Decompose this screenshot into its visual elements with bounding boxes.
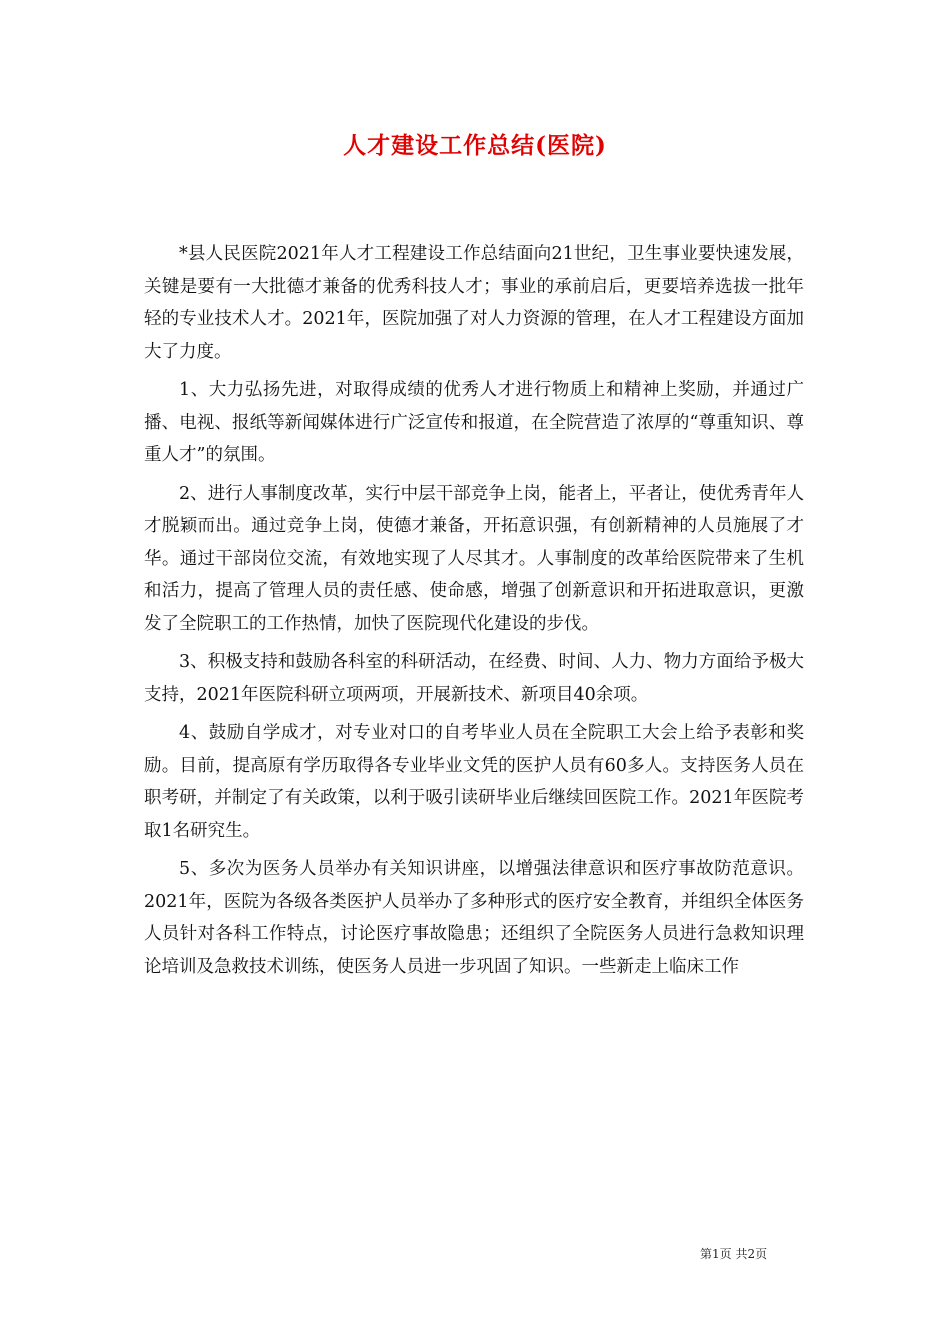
paragraph-item-5: 5、多次为医务人员举办有关知识讲座，以增强法律意识和医疗事故防范意识。2021年，医院为各级各类医护人员举办了多种形式的医疗安全教育，并组织全体医务人员针对各科工作特点，讨论医疗事故隐患；还组织了全院医务人员进行急救知识理论培训及急救技术训练，使医务人员进一步巩固了知识。一些新走上临床工作 xyxy=(144,859,804,977)
paragraph-item-2: 2、进行人事制度改革，实行中层干部竞争上岗，能者上，平者让，使优秀青年人才脱颖而出。通过竞争上岗，使德才兼备，开拓意识强，有创新精神的人员施展了才华。通过干部岗位交流，有效地实现了人尽其才。人事制度的改革给医院带来了生机和活力，提高了管理人员的责任感、使命感，增强了创新意识和开拓进取意识，更激发了全院职工的工作热情，加快了医院现代化建设的步伐。 xyxy=(144,483,804,634)
page-number-footer: 第1页 共2页 xyxy=(700,1247,768,1261)
paragraph-item-1: 1、大力弘扬先进，对取得成绩的优秀人才进行物质上和精神上奖励，并通过广播、电视、报纸等新闻媒体进行广泛宣传和报道，在全院营造了浓厚的“尊重知识、尊重人才”的氛围。 xyxy=(144,380,804,465)
paragraph-item-3: 3、积极支持和鼓励各科室的科研活动，在经费、时间、人力、物力方面给予极大支持，2021年医院科研立项两项，开展新技术、新项目40余项。 xyxy=(144,652,804,705)
document-body xyxy=(144,238,804,989)
document-title: 人才建设工作总结(医院) xyxy=(343,132,607,159)
paragraph-intro: *县人民医院2021年人才工程建设工作总结面向21世纪，卫生事业要快速发展，关键是要有一大批德才兼备的优秀科技人才；事业的承前启后，更要培养选拔一批年轻的专业技术人才。2021年，医院加强了对人力资源的管理，在人才工程建设方面加大了力度。 xyxy=(144,244,804,362)
paragraph-item-4: 4、鼓励自学成才，对专业对口的自考毕业人员在全院职工大会上给予表彰和奖励。目前，提高原有学历取得各专业毕业文凭的医护人员有60多人。支持医务人员在职考研，并制定了有关政策，以利于吸引读研毕业后继续回医院工作。2021年医院考取1名研究生。 xyxy=(144,723,804,841)
